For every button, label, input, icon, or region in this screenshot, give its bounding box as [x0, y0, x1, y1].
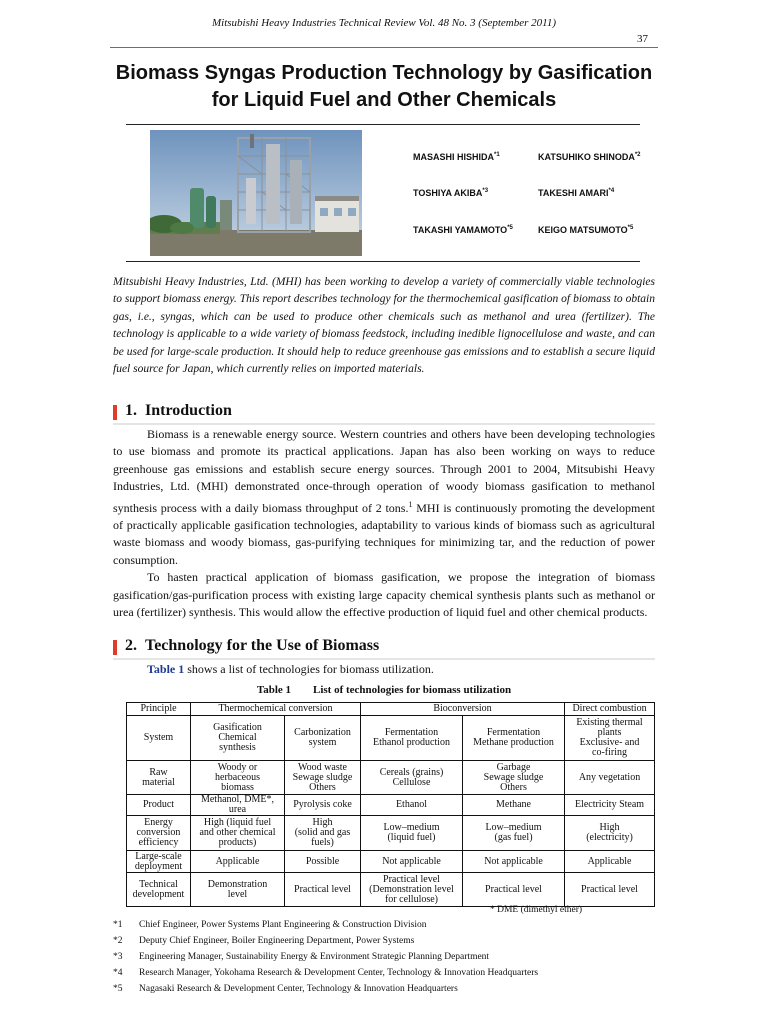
table-cell: Practical level	[463, 873, 565, 907]
page-number: 37	[637, 33, 648, 45]
table-cell: Wood waste Sewage sludge Others	[285, 761, 361, 795]
section-marker	[113, 405, 117, 420]
table-cell: Carbonization system	[285, 716, 361, 761]
table-cell: Practical level	[285, 873, 361, 907]
table-row-label: Technical development	[127, 873, 191, 907]
table-cell: High (liquid fuel and other chemical products)	[191, 816, 285, 851]
table-header-cell: Thermochemical conversion	[191, 703, 361, 716]
author-4: TAKESHI AMARI$^{*4}$	[538, 188, 615, 198]
section-2-heading	[113, 637, 655, 659]
authors-rule	[126, 261, 640, 262]
table-cell: Low–medium (gas fuel)	[463, 816, 565, 851]
table-row-label: Product	[127, 795, 191, 816]
table-1	[126, 702, 655, 907]
table-row-label: System	[127, 716, 191, 761]
table-row-label: Energy conversion efficiency	[127, 816, 191, 851]
table-cell: Gasification Chemical synthesis	[191, 716, 285, 761]
table-1-caption: Table 1 List of technologies for biomass utilization	[256, 684, 512, 696]
table-header-cell: Principle	[127, 703, 191, 716]
table-header-row	[127, 703, 655, 716]
table-cell: Practical level	[565, 873, 655, 907]
section-1-title: 1. Introduction	[125, 402, 232, 419]
table-cell: High (solid and gas fuels)	[285, 816, 361, 851]
author-5: TAKASHI YAMAMOTO$^{*5}$	[413, 225, 513, 235]
footnote-key: *5	[113, 984, 123, 994]
table-cell: Demonstration level	[191, 873, 285, 907]
section-marker	[113, 640, 117, 655]
table-1-link[interactable]: Table 1	[147, 662, 185, 676]
footnote-key: *2	[113, 936, 123, 946]
footnote-text: Nagasaki Research & Development Center, Technology & Innovation Headquarters	[139, 984, 458, 994]
table-cell: Ethanol	[361, 795, 463, 816]
section-2-body	[113, 661, 655, 678]
section-1-body	[113, 426, 655, 621]
table-row-label: Large-scale deployment	[127, 851, 191, 873]
table-cell: Practical level (Demonstration level for cellulose)	[361, 873, 463, 907]
title-rule	[126, 124, 640, 125]
table-row	[127, 716, 655, 761]
table-cell: High (electricity)	[565, 816, 655, 851]
table-cell: Pyrolysis coke	[285, 795, 361, 816]
reference-mark: 1	[408, 499, 413, 509]
article-title	[80, 60, 688, 114]
table-cell: Methane	[463, 795, 565, 816]
table-cell: Existing thermal plants Exclusive- and co-firing	[565, 716, 655, 761]
table-row-label: Raw material	[127, 761, 191, 795]
table-row	[127, 761, 655, 795]
table-cell: Low–medium (liquid fuel)	[361, 816, 463, 851]
table-row	[127, 851, 655, 873]
footnote-key: *4	[113, 968, 123, 978]
gasification-plant-illustration	[150, 130, 362, 256]
table-header-cell: Bioconversion	[361, 703, 565, 716]
table-cell: Woody or herbaceous biomass	[191, 761, 285, 795]
table-cell: Not applicable	[361, 851, 463, 873]
footnote-text: Research Manager, Yokohama Research & Development Center, Technology & Innovation Headquarters	[139, 968, 539, 978]
table-note: * DME (dimethyl ether)	[490, 905, 583, 915]
table-row	[127, 816, 655, 851]
intro-paragraph-2: To hasten practical application of biomass gasification, we propose the integration of biomass gasification/gas-purification process with existing large capacity chemical synthesis plants such as methanol or urea (fertilizer) synthesis. This would allow the effective production of liquid fuel and other chemical products.	[113, 570, 655, 620]
footnote-text: Chief Engineer, Power Systems Plant Engineering & Construction Division	[139, 920, 427, 930]
table-cell: Any vegetation	[565, 761, 655, 795]
table-cell: Cereals (grains) Cellulose	[361, 761, 463, 795]
intro-paragraph-1: Biomass is a renewable energy source. Western countries and others have been developing technologies to use biomass and promote its practical applications. Japan has also been working on ways to reduce greenhouse gas emissions and establish secure energy sources. Through 2001 to 2004, Mitsubishi Heavy Industries, Ltd. (MHI) demonstrated once-through operation of woody biomass gasification to methanol synthesis process with a daily biomass throughput of 2 tons.$^1$ MHI is continuously promoting the development of practically applicable gasification technologies, adaptability to various kinds of biomass such as agricultural waste biomass and woody biomass, gas-purifying techniques for minimizing tar, and the reduction of power consumption.	[113, 427, 655, 567]
table-cell: Fermentation Ethanol production	[361, 716, 463, 761]
section-rule	[113, 658, 655, 660]
table-cell: Possible	[285, 851, 361, 873]
section-2-title: 2. Technology for the Use of Biomass	[125, 637, 380, 654]
table-header-cell: Direct combustion	[565, 703, 655, 716]
table-cell: Applicable	[191, 851, 285, 873]
footnote-text: Engineering Manager, Sustainability Energy & Environment Strategic Planning Department	[139, 952, 490, 962]
section-2-intro: Table 1 shows a list of technologies for biomass utilization.	[147, 662, 434, 676]
plant-photo	[150, 130, 362, 256]
table-cell: Fermentation Methane production	[463, 716, 565, 761]
table-row	[127, 795, 655, 816]
footnote-key: *1	[113, 920, 123, 930]
section-rule	[113, 423, 655, 425]
table-cell: Applicable	[565, 851, 655, 873]
author-3: TOSHIYA AKIBA$^{*3}$	[413, 188, 489, 198]
footnote-key: *3	[113, 952, 123, 962]
title-line-2: for Liquid Fuel and Other Chemicals	[211, 89, 557, 111]
author-2: KATSUHIKO SHINODA$^{*2}$	[538, 152, 641, 162]
title-line-1: Biomass Syngas Production Technology by Gasification	[115, 62, 653, 84]
author-6: KEIGO MATSUMOTO$^{*5}$	[538, 225, 634, 235]
table-row	[127, 873, 655, 907]
section-1-heading	[113, 402, 655, 424]
table-cell: Not applicable	[463, 851, 565, 873]
abstract: Mitsubishi Heavy Industries, Ltd. (MHI) has been working to develop a variety of commercially viable technologies to support biomass energy. This report describes technology for the thermochemical gasification of biomass to obtain gas, i.e., syngas, which can be used to produce other chemicals such as methanol and urea (fertilizer). The technology is applicable to a wide variety of biomass feedstock, including inedible lignocellulose and waste, and can be used for large-scale production. It should help to reduce greenhouse gas emissions and to establish a secure liquid fuel source for Japan, which currently relies on imported materials.	[113, 276, 655, 376]
table-cell: Garbage Sewage sludge Others	[463, 761, 565, 795]
header-rule	[110, 47, 658, 48]
author-1: MASASHI HISHIDA$^{*1}$	[413, 152, 500, 162]
table-cell: Methanol, DME*, urea	[191, 795, 285, 816]
table-cell: Electricity Steam	[565, 795, 655, 816]
journal-header: Mitsubishi Heavy Industries Technical Review Vol. 48 No. 3 (September 2011)	[212, 17, 556, 29]
footnote-text: Deputy Chief Engineer, Boiler Engineering Department, Power Systems	[139, 936, 415, 946]
